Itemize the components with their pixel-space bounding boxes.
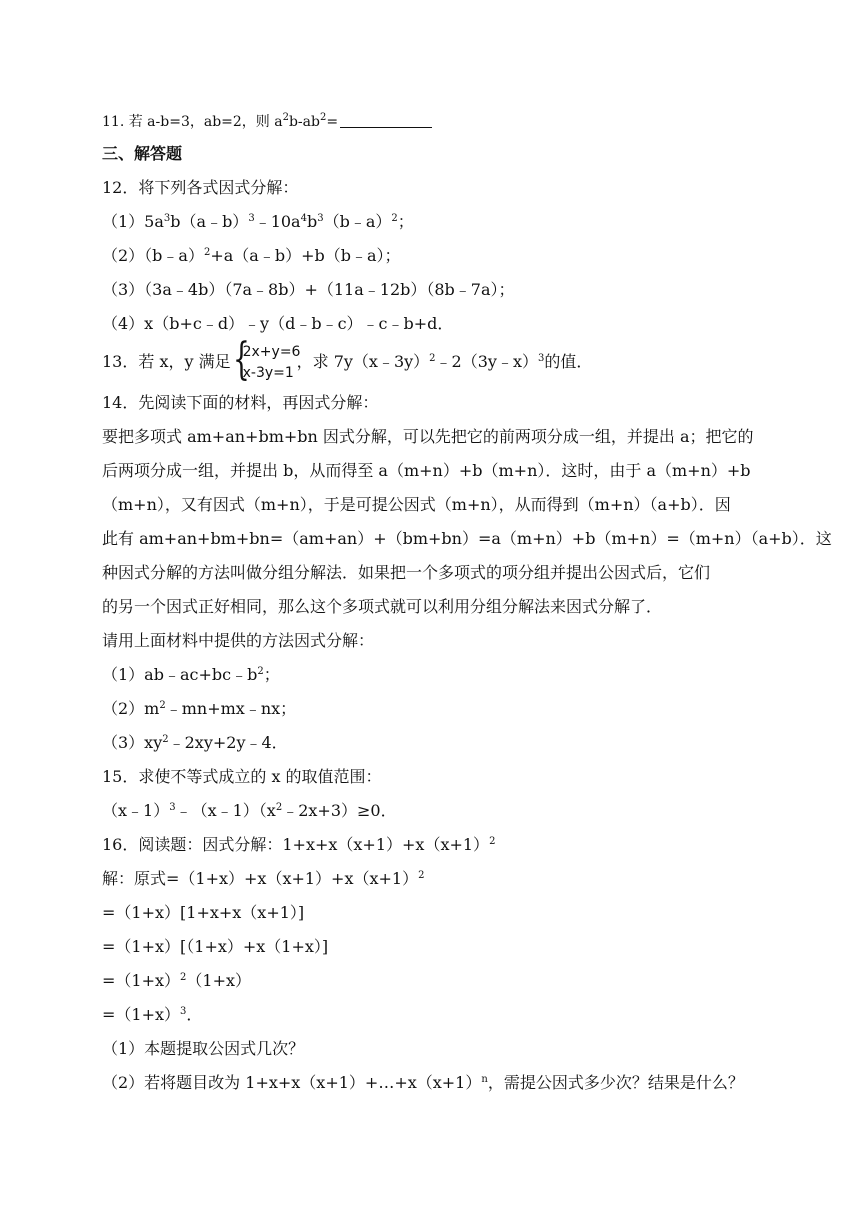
question-11: 11. 若 a-b=3，ab=2，则 $a^2b-ab^2=$ [102,110,764,134]
q16-step: =（1+x）[1+x+x（x+1）] [102,903,305,922]
question-12-title: 12．将下列各式因式分解： [102,178,299,197]
q14-para-line: （m+n），又有因式（m+n），于是可提公因式（m+n），从而得到（m+n）（a+b）．因 [102,495,731,514]
question-12-item-3: （3）（3a﹣4b）（7a﹣8b）+（11a﹣12b）（8b﹣7a）； [102,280,515,299]
question-15-inequality: $(x﹣1)^3﹣(x﹣1)(x^2﹣2x+3)\ge 0$． [102,801,397,820]
q14-para-line: 此有 am+an+bm+bn=（am+an）+（bm+bn）=a（m+n）+b（m+n）=（m+n）（a+b）．这 [102,529,832,548]
q14-para-line: 种因式分解的方法叫做分组分解法．如果把一个多项式的项分组并提出公因式后，它们 [102,563,711,582]
question-15-title: 15．求使不等式成立的 x 的取值范围： [102,767,382,786]
answer-blank [340,113,432,128]
question-12-item-1: $(1)5a^3b(a﹣b)^3﹣10a^4b^3(b﹣a)^2$； [102,212,414,231]
question-13: 13．若 x，y 满足 { 2x+y=6 x-3y=1 ，求 7y（x﹣3y）$^2$﹣2（3y﹣x）$^3$的值． [102,333,593,385]
q14-item-2: $(2)m^2﹣mn+mx﹣nx$； [102,699,297,718]
question-16-title: 16．阅读题：因式分解：$1+x+x(x+1)+x(x+1)^2$ [102,835,496,854]
q14-para-line: 后两项分成一组，并提出 b，从而得至 a（m+n）+b（m+n）．这时，由于 a（m+n）+b [102,461,751,480]
section-heading: 三、解答题 [102,144,183,163]
q14-item-1: $(1)ab﹣ac+bc﹣b^2$； [102,665,280,684]
q14-prompt: 请用上面材料中提供的方法因式分解： [102,631,375,650]
question-12-item-4: （4）x（b+c﹣d）﹣y（d﹣b﹣c）﹣c﹣b+d． [102,314,454,333]
question-14-title: 14．先阅读下面的材料，再因式分解： [102,393,379,412]
equation-system: { 2x+y=6 x-3y=1 [232,333,301,385]
q11-prefix: 11. [102,114,125,130]
question-12-item-2: （2）（b﹣a）$^2$+a（a﹣b）+b（b﹣a）； [102,246,401,265]
q16-solution-start: 解：原式$=(1+x)+x(x+1)+x(x+1)^2$ [102,869,425,888]
q14-item-3: $(3)xy^2﹣2xy+2y﹣4$． [102,733,288,752]
q14-para-line: 的另一个因式正好相同，那么这个多项式就可以利用分组分解法来因式分解了． [102,597,663,616]
q16-step: $=(1+x)^2(1+x)$ [102,971,252,990]
q14-para-line: 要把多项式 am+an+bm+bn 因式分解，可以先把它的前两项分成一组，并提出 a；把它的 [102,427,754,446]
q16-sub-question-1: （1）本题提取公因式几次？ [102,1039,305,1058]
q16-step: =（1+x）[（1+x）+x（1+x）] [102,937,329,956]
q11-text: 若 a-b=3，ab=2，则 a [128,114,283,130]
q16-step: $=(1+x)^3$． [102,1005,203,1024]
q16-sub-question-2: （2）若将题目改为 $1+x+x(x+1)+\dots+x(x+1)^n$，需提公因式多少次？结果是什么？ [102,1073,744,1092]
